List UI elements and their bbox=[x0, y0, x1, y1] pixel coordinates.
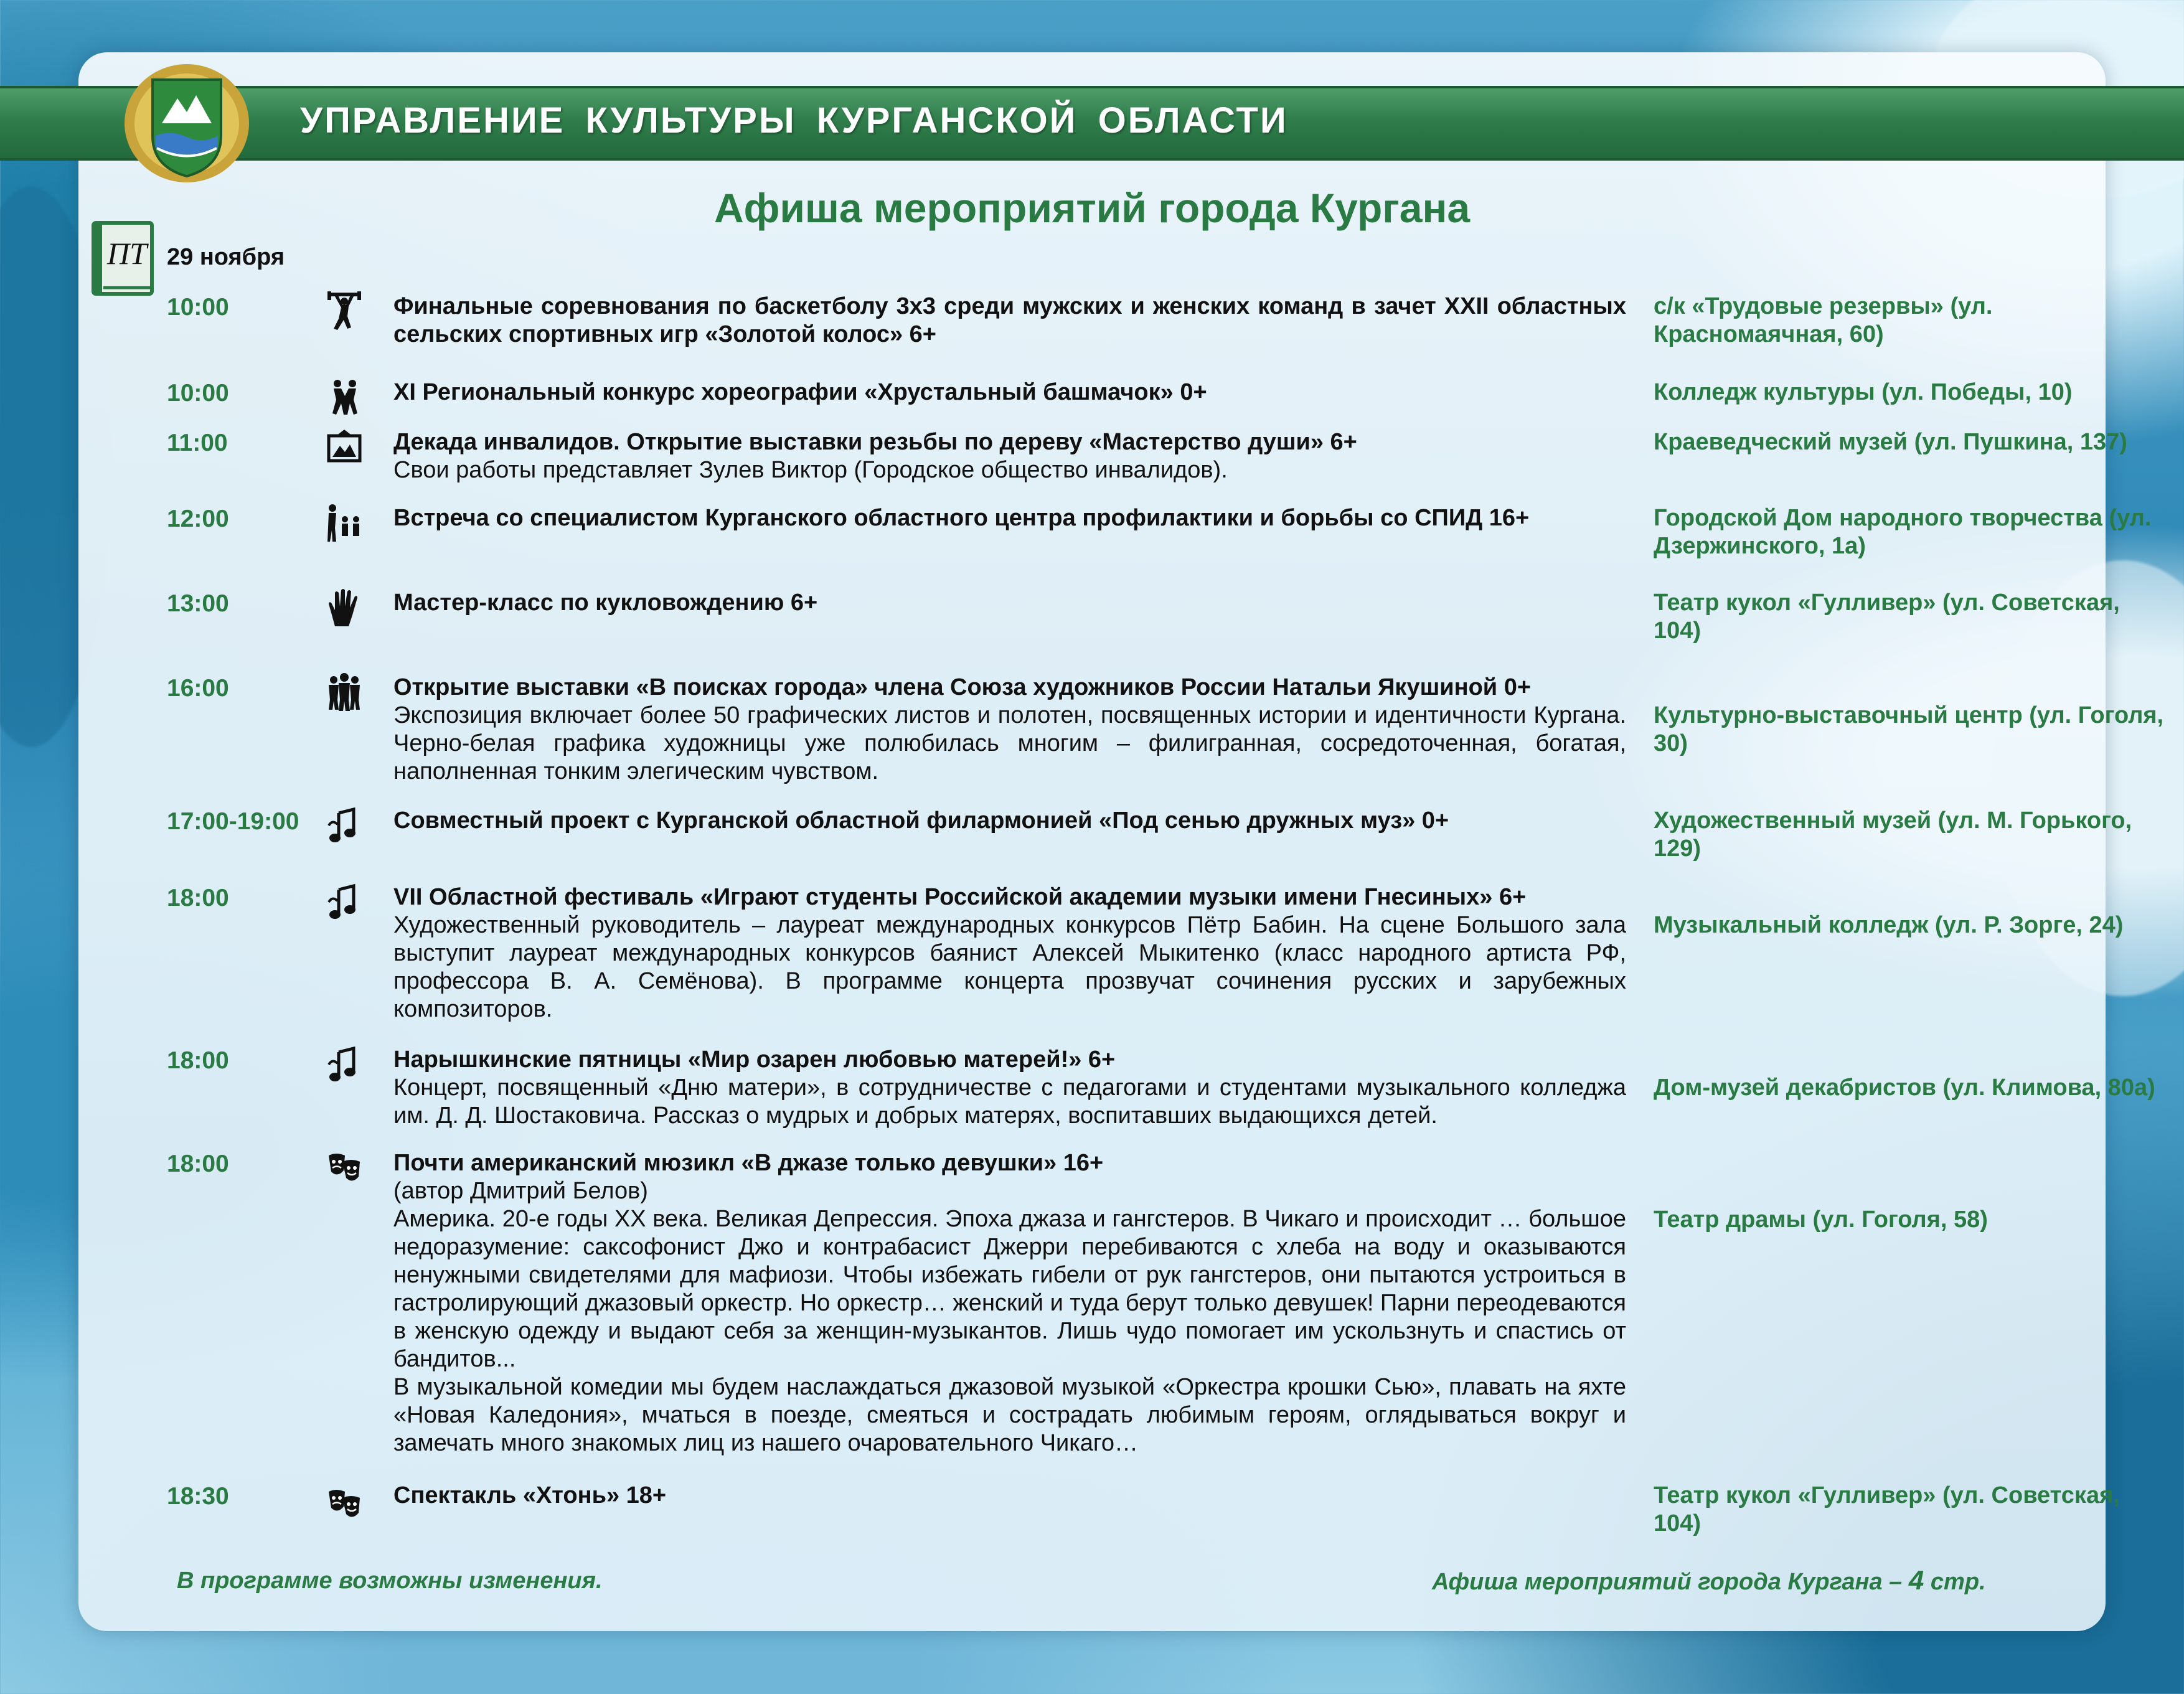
crowd-icon bbox=[326, 672, 362, 712]
event-description: Экспозиция включает более 50 графических листов и полотен, посвященных истории и идентичности Кургана. Черно-белая графика художницы уже полюбилась многим – филигранная, сосредоточенная, богатая, наполненная тонким элегическим чувством. bbox=[393, 702, 1626, 784]
event-time: 10:00 bbox=[167, 380, 229, 407]
theater-masks-icon bbox=[326, 1485, 362, 1525]
event-time: 12:00 bbox=[167, 506, 229, 532]
event-info bbox=[393, 1149, 1626, 1457]
event-venue: Краеведческий музей (ул. Пушкина, 137) bbox=[1654, 429, 2127, 455]
event-info bbox=[393, 807, 1626, 835]
event-description: Художественный руководитель – лауреат международных конкурсов Пётр Бабин. На сцене Большого зала выступит лауреат международных конкурсов баянист Алексей Мыкитенко (класс народного артиста РФ, профессора В. А. Семёнова). В программе концерта прозвучат сочинения русских и зарубежных композиторов. bbox=[393, 912, 1626, 1022]
event-description: Свои работы представляет Зулев Виктор (Городское общество инвалидов). bbox=[393, 457, 1228, 483]
event-title: Нарышкинские пятницы «Мир озарен любовью матерей!» 6+ bbox=[393, 1047, 1116, 1073]
footer-page-text: Афиша мероприятий города Кургана – bbox=[1432, 1569, 1903, 1595]
event-info bbox=[393, 293, 1626, 349]
event-venue: Дом-музей декабристов (ул. Климова, 80а) bbox=[1654, 1075, 2155, 1101]
event-venue: Театр кукол «Гулливер» (ул. Советская, 104) bbox=[1654, 1482, 2120, 1536]
event-info bbox=[393, 589, 1626, 617]
event-time: 16:00 bbox=[167, 675, 229, 702]
dancers-icon bbox=[326, 377, 362, 417]
event-title: Финальные соревнования по баскетболу 3x3 среди мужских и женских команд в зачет XXII областных сельских спортивных игр «Золотой колос» 6+ bbox=[393, 293, 1626, 347]
event-time: 11:00 bbox=[167, 430, 228, 456]
event-description: (автор Дмитрий Белов) Америка. 20-е годы XX века. Великая Депрессия. Эпоха джаза и гангстеров. В Чикаго и происходит … большое недоразумение: саксофонист Джо и контрабасист Джерри перебиваются с хлеба на воду и оказываются ненужными свидетелями для мафиози. Чтобы избежать гибели от рук гангстеров, они пытаются устроиться в гастролирующий джазовый оркестр. Но оркестр… женский и туда берут только девушек! Парни переодеваются в женскую одежду и выдают себя за женщин-музыкантов. Лишь чудо помогает им ускользнуть и спастись от бандитов... В музыкальной комедии мы будем наслаждаться джазовой музыкой «Оркестра крошки Сью», плавать на яхте «Новая Каледония», мчаться в поезде, смеяться и сострадать любимым героям, оглядываться вокруг и замечать много знакомых лиц из нашего очаровательного Чикаго… bbox=[393, 1178, 1626, 1456]
music-notes-icon bbox=[326, 883, 362, 923]
header-title: УПРАВЛЕНИЕ КУЛЬТУРЫ КУРГАНСКОЙ ОБЛАСТИ bbox=[300, 100, 1288, 141]
event-info bbox=[393, 379, 1626, 407]
event-time: 18:00 bbox=[167, 1151, 229, 1177]
event-info bbox=[393, 1046, 1626, 1130]
hand-icon bbox=[326, 588, 362, 628]
athlete-icon bbox=[326, 291, 362, 331]
theater-masks-icon bbox=[326, 1149, 362, 1189]
calendar-day-abbr: ПТ bbox=[107, 236, 147, 271]
event-title: Встреча со специалистом Курганского областного центра профилактики и борьбы со СПИД 16+ bbox=[393, 505, 1530, 531]
event-venue: Театр кукол «Гулливер» (ул. Советская, 104) bbox=[1654, 590, 2120, 644]
event-venue: Художественный музей (ул. М. Горького, 129) bbox=[1654, 807, 2132, 862]
event-venue: Культурно-выставочный центр (ул. Гоголя, 30) bbox=[1654, 702, 2164, 756]
event-time: 13:00 bbox=[167, 590, 229, 617]
footer-page-number: 4 bbox=[1908, 1565, 1924, 1596]
event-info bbox=[393, 674, 1626, 786]
footer-page-suffix: стр. bbox=[1930, 1569, 1986, 1595]
event-title: Мастер-класс по кукловождению 6+ bbox=[393, 590, 818, 616]
event-time: 10:00 bbox=[167, 294, 229, 321]
event-title: XI Региональный конкурс хореографии «Хрустальный башмачок» 0+ bbox=[393, 379, 1207, 405]
footer-page-label bbox=[1432, 1565, 1986, 1596]
event-info bbox=[393, 883, 1626, 1023]
event-time: 18:00 bbox=[167, 1047, 229, 1074]
event-info bbox=[393, 428, 1626, 484]
event-time: 18:30 bbox=[167, 1483, 229, 1510]
event-venue: Городской Дом народного творчества (ул. Дзержинского, 1а) bbox=[1654, 505, 2152, 559]
event-title: Спектакль «Хтонь» 18+ bbox=[393, 1482, 667, 1508]
date-label: 29 ноября bbox=[167, 244, 285, 270]
event-venue: с/к «Трудовые резервы» (ул. Красномаячная, 60) bbox=[1654, 293, 1993, 347]
event-venue: Музыкальный колледж (ул. Р. Зорге, 24) bbox=[1654, 912, 2124, 938]
music-notes-icon bbox=[326, 807, 362, 847]
event-time: 17:00-19:00 bbox=[167, 808, 299, 835]
lecture-icon bbox=[326, 503, 362, 543]
picture-icon bbox=[326, 427, 362, 467]
event-title: Почти американский мюзикл «В джазе только девушки» 16+ bbox=[393, 1150, 1104, 1176]
event-title: Декада инвалидов. Открытие выставки резьбы по дереву «Мастерство души» 6+ bbox=[393, 429, 1357, 455]
event-info bbox=[393, 1482, 1626, 1510]
event-time: 18:00 bbox=[167, 885, 229, 911]
coat-of-arms-emblem bbox=[118, 55, 255, 186]
page-title: Афиша мероприятий города Кургана bbox=[713, 185, 1471, 231]
music-notes-icon bbox=[326, 1046, 362, 1086]
event-title: VII Областной фестиваль «Играют студенты Российской академии музыки имени Гнесиных» 6+ bbox=[393, 884, 1527, 910]
event-info bbox=[393, 504, 1626, 532]
event-title: Совместный проект с Курганской областной филармонией «Под сенью дружных муз» 0+ bbox=[393, 807, 1449, 834]
event-venue: Колледж культуры (ул. Победы, 10) bbox=[1654, 379, 2073, 405]
event-venue: Театр драмы (ул. Гоголя, 58) bbox=[1654, 1207, 1988, 1233]
footer-note: В программе возможны изменения. bbox=[177, 1568, 603, 1594]
event-title: Открытие выставки «В поисках города» члена Союза художников России Натальи Якушиной 0+ bbox=[393, 674, 1532, 700]
event-description: Концерт, посвященный «Дню матери», в сотрудничестве с педагогами и студентами музыкального колледжа им. Д. Д. Шостаковича. Рассказ о мудрых и добрых матерях, воспитавших выдающихся детей. bbox=[393, 1075, 1626, 1129]
calendar-icon bbox=[91, 219, 158, 299]
